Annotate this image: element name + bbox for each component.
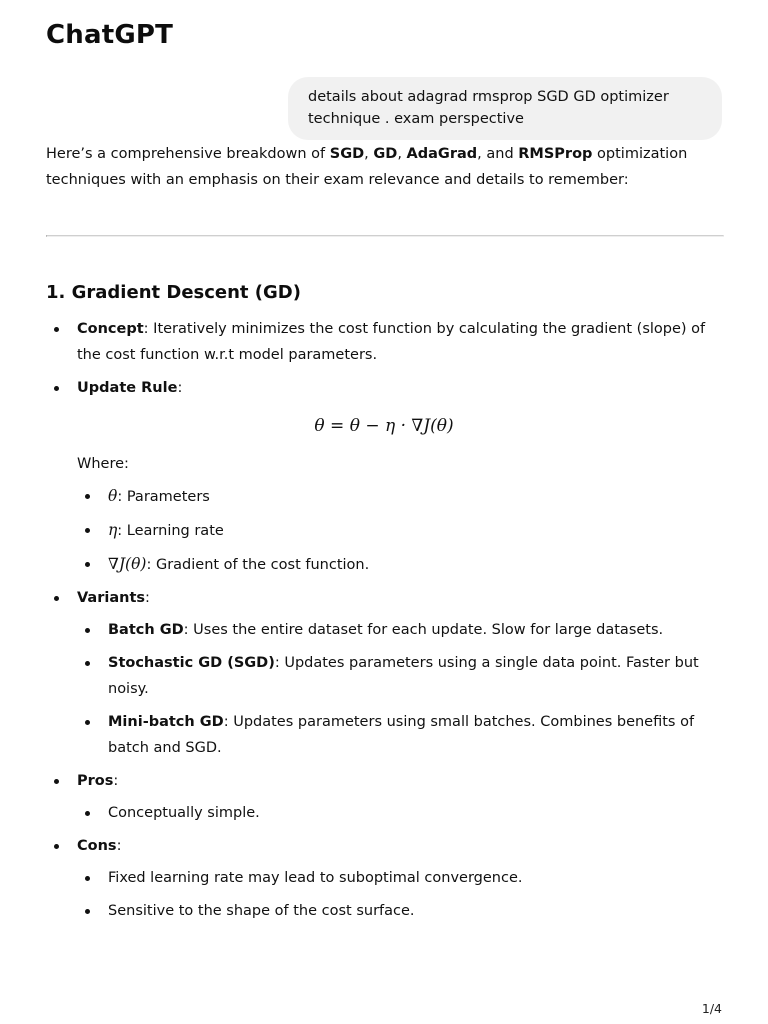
list-item: [77, 709, 722, 761]
user-message-text: details about adagrad rmsprop SGD GD optimizer technique . exam perspective: [308, 89, 669, 127]
list-item: Conceptually simple.: [77, 800, 722, 826]
intro-term-gd: GD: [373, 146, 398, 162]
list-item: [77, 517, 722, 544]
intro-suffix: optimization techniques with an emphasis on their exam relevance and details to remember:: [46, 146, 688, 188]
cons-list: [77, 865, 722, 924]
variants-label: Variants: [77, 590, 146, 606]
intro-sep: ,: [364, 146, 374, 162]
intro-sep: ,: [397, 146, 407, 162]
label-colon: :: [116, 838, 122, 854]
list-item-pros: [46, 768, 722, 826]
label-colon: :: [177, 380, 183, 396]
list-item-concept: [46, 316, 722, 368]
variants-list: [77, 617, 722, 761]
variant-name: Stochastic GD (SGD): [108, 655, 275, 671]
user-message-bubble: [288, 77, 722, 140]
item-text: : Parameters: [117, 489, 210, 505]
section-divider: [46, 235, 724, 237]
list-item: [77, 650, 722, 702]
page-number: 1/4: [701, 1001, 722, 1016]
cons-label: Cons: [77, 838, 117, 854]
intro-term-rmsprop: RMSProp: [518, 146, 593, 162]
variant-name: Batch GD: [108, 622, 184, 638]
variant-text: : Updates parameters using small batches. Combines benefits of batch and SGD.: [108, 714, 695, 756]
concept-text: : Iteratively minimizes the cost function by calculating the gradient (slope) of the cost function w.r.t model parameters.: [77, 321, 706, 363]
list-item: Fixed learning rate may lead to suboptimal convergence.: [77, 865, 722, 891]
item-text: : Gradient of the cost function.: [146, 557, 370, 573]
update-rule-label: Update Rule: [77, 380, 178, 396]
list-item-cons: [46, 833, 722, 924]
list-item: [77, 617, 722, 643]
pros-label: Pros: [77, 773, 114, 789]
app-title: ChatGPT: [46, 20, 174, 50]
math-symbol: ∇J(θ): [108, 555, 147, 573]
where-list: [77, 483, 722, 578]
concept-label: Concept: [77, 321, 144, 337]
main-bullet-list: [46, 316, 722, 924]
list-item: Sensitive to the shape of the cost surface.: [77, 898, 722, 924]
variant-text: : Uses the entire dataset for each update. Slow for large datasets.: [183, 622, 664, 638]
variant-text: : Updates parameters using a single data point. Faster but noisy.: [108, 655, 699, 697]
update-rule-formula: θ = θ − η · ∇J(θ): [314, 416, 454, 436]
intro-sep: , and: [477, 146, 519, 162]
list-item: [77, 551, 722, 578]
variant-name: Mini-batch GD: [108, 714, 224, 730]
where-label: Where:: [77, 456, 129, 472]
intro-term-sgd: SGD: [329, 146, 365, 162]
label-colon: :: [113, 773, 119, 789]
math-symbol: η: [108, 521, 118, 539]
label-colon: :: [145, 590, 150, 606]
list-item-update-rule: [46, 375, 722, 578]
list-item-variants: [46, 585, 722, 761]
intro-prefix: Here’s a comprehensive breakdown of: [46, 146, 330, 162]
item-text: : Learning rate: [117, 523, 224, 539]
math-symbol: θ: [108, 487, 118, 505]
list-item: [77, 483, 722, 510]
section-content: [46, 316, 722, 931]
section-heading: 1. Gradient Descent (GD): [46, 282, 301, 303]
pros-list: [77, 800, 722, 826]
intro-paragraph: [46, 141, 722, 193]
intro-term-adagrad: AdaGrad: [406, 146, 478, 162]
